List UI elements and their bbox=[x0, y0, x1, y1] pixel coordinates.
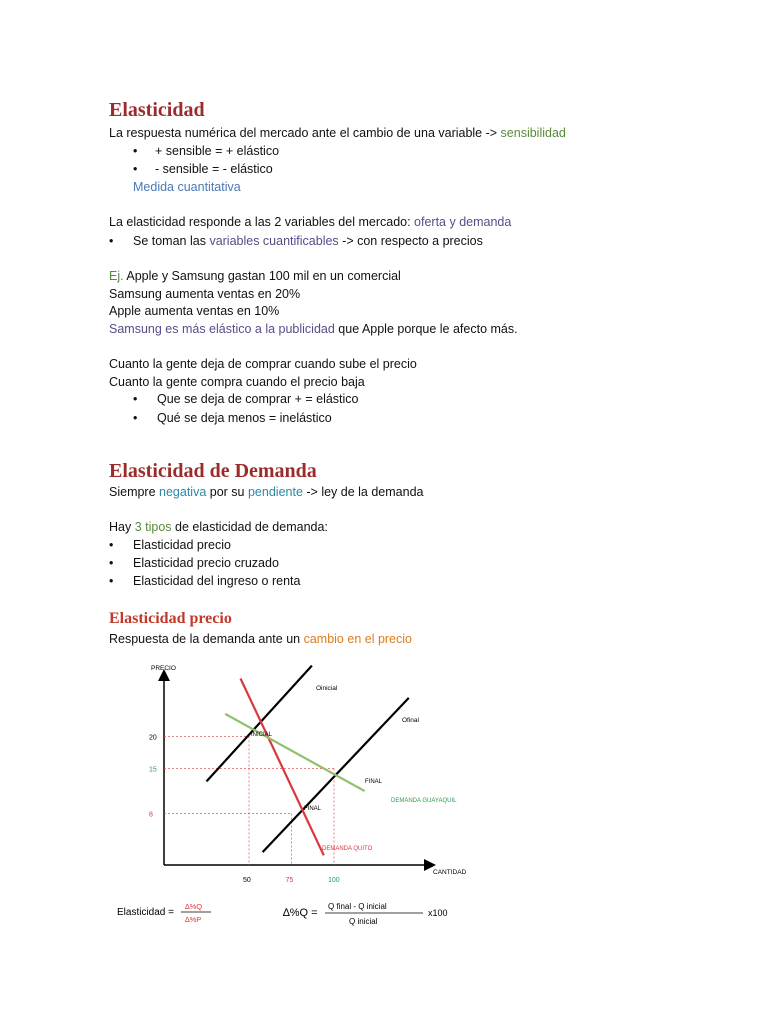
section-title-precio: Elasticidad precio bbox=[109, 610, 232, 627]
x-tick-label: 100 bbox=[328, 877, 340, 884]
formula-elasticidad-den: ∆%P bbox=[185, 915, 202, 924]
series-label-oinicial: Oinicial bbox=[316, 685, 338, 692]
y-tick-label: 8 bbox=[149, 811, 153, 819]
cuantificables-highlight: variables cuantificables bbox=[209, 234, 339, 248]
intro-text: La respuesta numérica del mercado ante el cambio de una variable -> bbox=[109, 126, 501, 140]
example-line-3: Apple aumenta ventas en 10% bbox=[109, 304, 280, 318]
list-item-text: Elasticidad precio cruzado bbox=[133, 556, 279, 570]
y-tick-label: 15 bbox=[149, 766, 157, 774]
variables-line bbox=[109, 213, 511, 231]
formula-elasticidad-label: Elasticidad = bbox=[117, 907, 174, 918]
x-tick-label: 50 bbox=[243, 877, 251, 884]
list-item-text: Qué se deja menos = inelástico bbox=[157, 411, 332, 425]
list-item-text: Elasticidad del ingreso o renta bbox=[133, 574, 301, 588]
series-label-quito bbox=[322, 846, 373, 852]
bullet-icon: • bbox=[109, 538, 114, 552]
siempre-mid: por su bbox=[206, 485, 248, 499]
gente-line-2: Cuanto la gente compra cuando el precio baja bbox=[109, 375, 365, 389]
formula-dq-num: Q final - Q inicial bbox=[328, 902, 387, 911]
section-title-demanda: Elasticidad de Demanda bbox=[109, 460, 317, 482]
respuesta-line bbox=[109, 630, 412, 648]
example-line-1 bbox=[109, 267, 401, 285]
siempre-negativa: negativa bbox=[159, 485, 207, 499]
point-label-final-quito: FINAL bbox=[304, 806, 322, 812]
list-item-text: - sensible = - elástico bbox=[155, 162, 273, 176]
series-line-oinicial bbox=[207, 666, 312, 782]
respuesta-text: Respuesta de la demanda ante un bbox=[109, 632, 304, 646]
formula-delta-q bbox=[283, 902, 448, 926]
formula-elasticidad-num: ∆%Q bbox=[185, 902, 203, 911]
bullet-icon: • bbox=[109, 556, 114, 570]
example-text: Apple y Samsung gastan 100 mil en un comercial bbox=[123, 269, 401, 283]
y-axis-label: PRECIO bbox=[151, 665, 176, 672]
bullet-icon: • bbox=[109, 234, 114, 248]
formula-dq-mult: x100 bbox=[428, 908, 448, 918]
y-tick-label: 20 bbox=[149, 734, 157, 742]
series-label-guayaquil bbox=[391, 798, 457, 804]
formula-dq-label: ∆%Q = bbox=[283, 907, 318, 919]
cuantificables-line bbox=[133, 232, 483, 250]
gente-line-1: Cuanto la gente deja de comprar cuando sube el precio bbox=[109, 357, 417, 371]
example-highlight: Samsung es más elástico a la publicidad bbox=[109, 322, 335, 336]
tipos-pre: Hay bbox=[109, 520, 135, 534]
tipos-line bbox=[109, 518, 328, 536]
siempre-pre: Siempre bbox=[109, 485, 160, 499]
series-label-quito-text: DEMANDA QUITO bbox=[322, 846, 373, 852]
variables-highlight: oferta y demanda bbox=[414, 215, 512, 229]
series-label-guayaquil-text: DEMANDA GUAYAQUIL bbox=[391, 798, 457, 804]
point-label-inicial: INICIAL bbox=[251, 732, 273, 738]
list-item-text: Que se deja de comprar + = elástico bbox=[157, 392, 359, 406]
example-line-4 bbox=[109, 320, 518, 338]
list-item-text: + sensible = + elástico bbox=[155, 144, 280, 158]
x-axis-label: CANTIDAD bbox=[433, 869, 467, 876]
formula-dq-den: Q inicial bbox=[349, 917, 378, 926]
bullet-icon: • bbox=[133, 144, 138, 158]
bullet-icon: • bbox=[133, 392, 138, 406]
chart-svg bbox=[111, 650, 469, 935]
cuantificables-post: -> con respecto a precios bbox=[338, 234, 483, 248]
intro-highlight: sensibilidad bbox=[500, 126, 566, 140]
example-line-2: Samsung aumenta ventas en 20% bbox=[109, 287, 301, 301]
series-line-demanda-quito bbox=[241, 679, 324, 856]
intro-line bbox=[109, 124, 566, 142]
bullet-icon: • bbox=[133, 411, 138, 425]
cuantificables-pre: Se toman las bbox=[133, 234, 210, 248]
series-label-ofinal: Ofinal bbox=[402, 717, 419, 724]
formula-elasticidad bbox=[117, 902, 211, 924]
bullet-icon: • bbox=[133, 162, 138, 176]
point-label-final-guayaquil: FINAL bbox=[365, 779, 383, 785]
respuesta-highlight: cambio en el precio bbox=[303, 632, 412, 646]
tipos-post: de elasticidad de demanda: bbox=[171, 520, 328, 534]
siempre-line bbox=[109, 483, 423, 501]
tipos-highlight: 3 tipos bbox=[134, 520, 172, 534]
medida-text: Medida cuantitativa bbox=[133, 180, 241, 194]
siempre-post: -> ley de la demanda bbox=[302, 485, 424, 499]
x-tick-label: 75 bbox=[285, 877, 294, 884]
example-label: Ej. bbox=[109, 269, 124, 283]
variables-text: La elasticidad responde a las 2 variables del mercado: bbox=[109, 215, 415, 229]
page-title: Elasticidad bbox=[109, 99, 205, 121]
list-item-text: Elasticidad precio bbox=[133, 538, 231, 552]
supply-demand-chart bbox=[111, 650, 469, 935]
siempre-pendiente: pendiente bbox=[247, 485, 303, 499]
bullet-icon: • bbox=[109, 574, 114, 588]
series-line-demanda-guayaquil bbox=[225, 714, 364, 791]
example-rest: que Apple porque le afecto más. bbox=[334, 322, 518, 336]
